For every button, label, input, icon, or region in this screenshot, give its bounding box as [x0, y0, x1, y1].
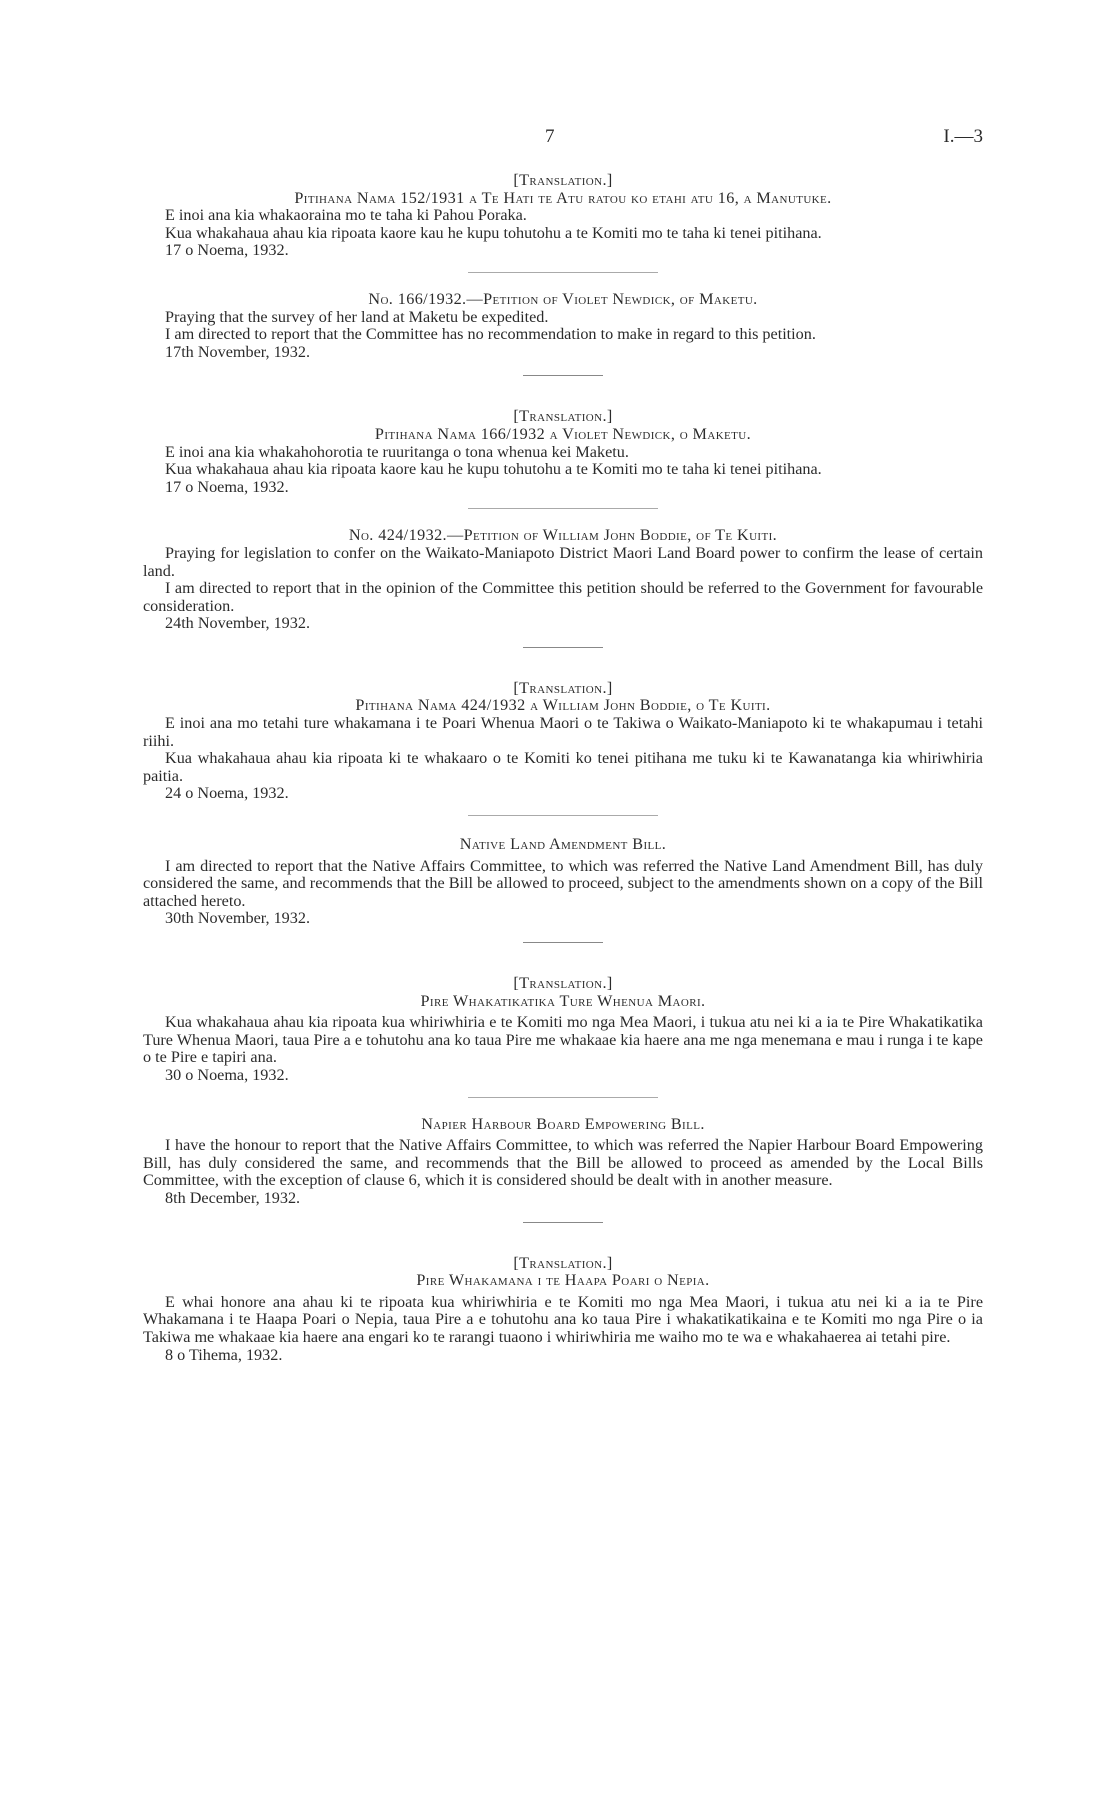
report-date: 8th December, 1932.: [165, 1188, 301, 1207]
prayer-paragraph: Praying that the survey of her land at Maketu be expedited.: [165, 307, 549, 326]
section-divider: [468, 272, 658, 273]
report-paragraph: I am directed to report that the Committee has no recommendation to make in regard to this petition.: [165, 325, 816, 344]
report-date: 8 o Tihema, 1932.: [165, 1345, 283, 1364]
report-paragraph: I am directed to report that in the opinion of the Committee this petition should be referred to the Government for favourable consideration.: [143, 579, 983, 615]
document-body: [143, 172, 983, 1364]
report-paragraph: Kua whakahaua ahau kia ripoata kua whiriwhiria e te Komiti mo nga Mea Maori, i tukua atu nei ki a ia te Pire Whakatikatika Ture Whenua Maori, taua Pire a e tohutohu ana ko taua Pire me whakaae kia haere ana me nga menemana e mau i runga i te kape o te Pire e tapiri ana.: [143, 1013, 983, 1067]
bill-title: Pire Whakamana i te Haapa Poari o Nepia.: [416, 1271, 710, 1290]
translation-label: [Translation.]: [513, 407, 613, 426]
petition-title: Pitihana Nama 166/1932 a Violet Newdick, o Maketu.: [374, 424, 752, 443]
report-paragraph: E whai honore ana ahau ki te ripoata kua whiriwhiria e te Komiti mo nga Mea Maori, i tukua atu nei ki a ia te Pire Whakamana i te Haapa Poari o Nepia, taua Pire a e tohutohu ana ko taua Pire i whakatikatikaina e te Komiti mo nga Pire o ia Takiwa me whakaae kia haere ana engari ko te rarangi tuaono i whiriwhiria me waiho mo te wa e whakahaerea ai tetahi pire.: [143, 1292, 983, 1346]
translation-label: [Translation.]: [513, 171, 613, 189]
report-date: 30 o Noema, 1932.: [165, 1065, 289, 1084]
bill-title: Native Land Amendment Bill.: [459, 835, 667, 854]
report-date: 17 o Noema, 1932.: [165, 477, 289, 496]
report-paragraph: Kua whakahaua ahau kia ripoata kaore kau he kupu tohutohu a te Komiti mo te taha ki tenei pitihana.: [165, 460, 822, 479]
prayer-paragraph: E inoi ana kia whakaoraina mo te taha ki Pahou Poraka.: [165, 206, 527, 225]
section-divider: [523, 375, 603, 376]
petition-title: No. 424/1932.—Petition of William John Boddie, of Te Kuiti.: [348, 526, 778, 545]
prayer-paragraph: Praying for legislation to confer on the Waikato-Maniapoto District Maori Land Board power to confirm the lease of certain land.: [143, 543, 983, 580]
section-divider: [468, 508, 658, 509]
translation-label: [Translation.]: [513, 678, 613, 697]
report-date: 30th November, 1932.: [165, 909, 311, 928]
petition-title: Pitihana Nama 424/1932 a William John Boddie, o Te Kuiti.: [355, 696, 771, 715]
page-header: [143, 126, 983, 156]
section-divider: [468, 1097, 658, 1098]
petition-title: No. 166/1932.—Petition of Violet Newdick, of Maketu.: [368, 289, 758, 308]
prayer-paragraph: E inoi ana mo tetahi ture whakamana i te Poari Whenua Maori o te Takiwa o Waikato-Maniapoto ki te whakapumau i tetahi riihi.: [143, 714, 983, 750]
bill-title: Pire Whakatikatika Ture Whenua Maori.: [420, 991, 706, 1010]
translation-label: [Translation.]: [513, 1253, 613, 1272]
report-paragraph: I am directed to report that the Native Affairs Committee, to which was referred the Native Land Amendment Bill, has duly considered the same, and recommends that the Bill be allowed to proceed, subject to the amendments shown on a copy of the Bill attached hereto.: [143, 856, 983, 910]
prayer-paragraph: E inoi ana kia whakahohorotia te ruuritanga o tona whenua kei Maketu.: [165, 442, 629, 461]
page-number: 7: [545, 126, 555, 147]
bill-title: Napier Harbour Board Empowering Bill.: [421, 1114, 705, 1133]
report-paragraph: I have the honour to report that the Native Affairs Committee, to which was referred the Napier Harbour Board Empowering Bill, has duly considered the same, and recommends that the Bill be allowed to proceed as amended by the Local Bills Committee, with the exception of clause 6, which it is considered should be dealt with in another measure.: [143, 1136, 983, 1190]
report-paragraph: Kua whakahaua ahau kia ripoata ki te whakaaro o te Komiti ko tenei pitihana me tuku ki te Kawanatanga kia whiriwhiria paitia.: [143, 749, 983, 785]
report-date: 24 o Noema, 1932.: [165, 784, 289, 803]
paper-reference: I.—3: [943, 126, 983, 147]
petition-title: Pitihana Nama 152/1931 a Te Hati te Atu ratou ko etahi atu 16, a Manutuke.: [294, 188, 832, 207]
report-date: 17 o Noema, 1932.: [165, 241, 289, 260]
section-divider: [468, 815, 658, 816]
report-date: 17th November, 1932.: [165, 342, 311, 361]
section-divider: [523, 1222, 603, 1223]
section-divider: [523, 942, 603, 943]
report-date: 24th November, 1932.: [165, 614, 311, 633]
section-divider: [523, 647, 603, 648]
translation-label: [Translation.]: [513, 974, 613, 992]
report-paragraph: Kua whakahaua ahau kia ripoata kaore kau he kupu tohutohu a te Komiti mo te taha ki tenei pitihana.: [165, 223, 822, 242]
